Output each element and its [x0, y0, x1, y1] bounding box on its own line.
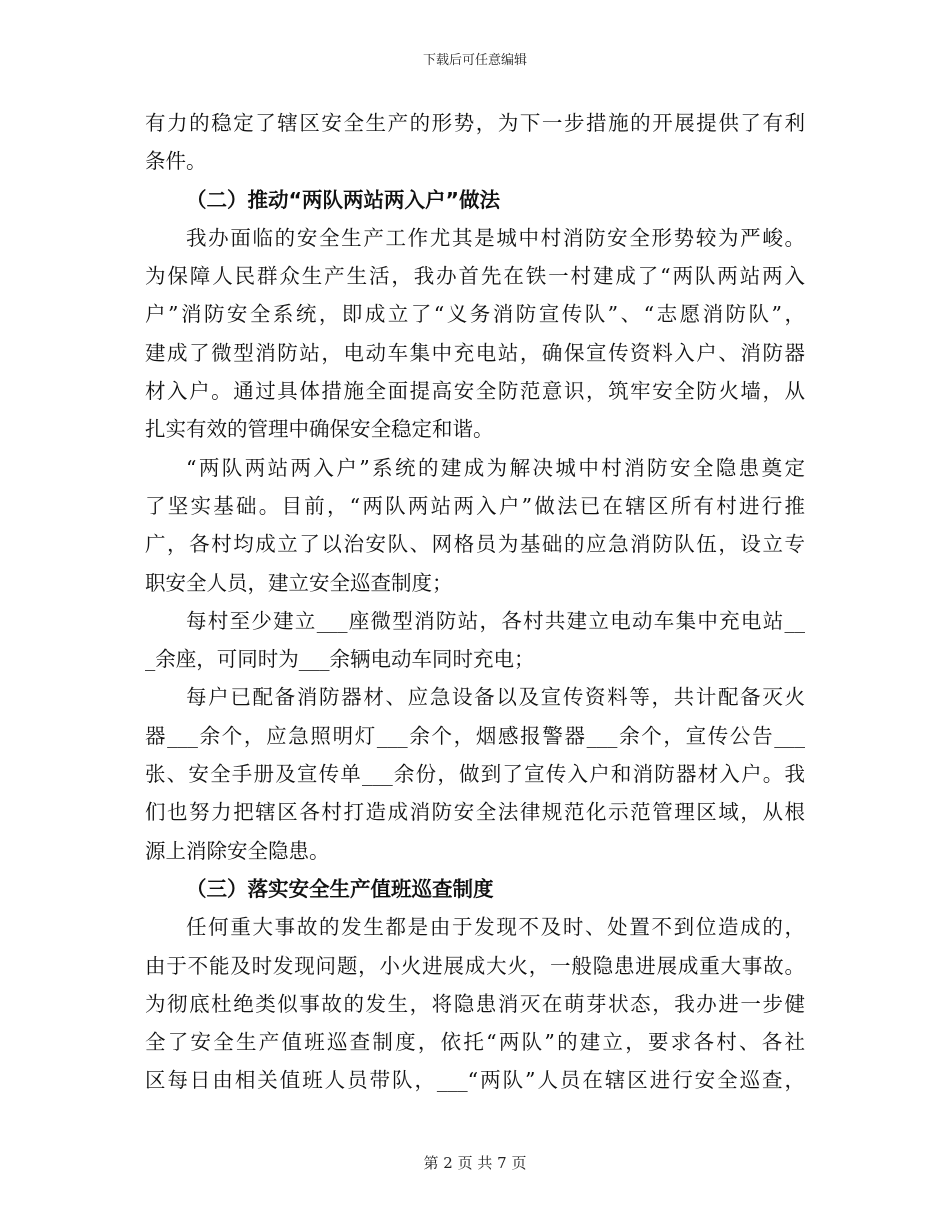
text-line: 户”消防安全系统，即成立了“义务消防宣传队”、“志愿消防队”，	[145, 302, 805, 327]
text-line: 有力的稳定了辖区安全生产的形势，为下一步措施的开展提供了有利	[145, 111, 805, 135]
text-line: 为彻底杜绝类似事故的发生，将隐患消灭在萌芽状态，我办进一步健	[145, 991, 805, 1016]
text-line: 扎实有效的管理中确保安全稳定和谐。	[145, 417, 494, 442]
text-line: 张、安全手册及宣传单___余份，做到了宣传入户和消防器材入户。我	[145, 762, 805, 787]
text-line: 为保障人民群众生产生活，我办首先在铁一村建成了“两队两站两入	[145, 264, 805, 289]
text-line: 了坚实基础。目前，“两队两站两入户”做法已在辖区所有村进行推	[145, 493, 805, 518]
text-line: “两队两站两入户”系统的建成为解决城中村消防安全隐患奠定	[186, 455, 805, 480]
section-heading: （三）落实安全生产值班巡查制度	[186, 876, 494, 901]
text-line: 职安全人员，建立安全巡查制度；	[145, 570, 453, 595]
text-line: 每村至少建立___座微型消防站，各村共建立电动车集中充电站__	[186, 608, 805, 633]
text-line: 建成了微型消防站，电动车集中充电站，确保宣传资料入户、消防器	[145, 340, 805, 365]
text-line: 全了安全生产值班巡查制度，依托“两队”的建立，要求各村、各社	[145, 1030, 805, 1055]
text-line: 我办面临的安全生产工作尤其是城中村消防安全形势较为严峻。	[186, 225, 805, 250]
text-line: 由于不能及时发现问题，小火进展成大火，一般隐患进展成重大事故。	[145, 953, 805, 978]
text-line: 源上消除安全隐患。	[145, 838, 330, 863]
text-line: 材入户。通过具体措施全面提高安全防范意识，筑牢安全防火墙，从	[145, 379, 805, 404]
document-body	[145, 104, 805, 1100]
text-line: _余座，可同时为___余辆电动车同时充电；	[145, 647, 535, 672]
text-line: 广，各村均成立了以治安队、网格员为基础的应急消防队伍，设立专	[145, 532, 805, 557]
text-line: 们也努力把辖区各村打造成消防安全法律规范化示范管理区域，从根	[145, 800, 805, 825]
page-header: 下载后可任意编辑	[422, 53, 527, 68]
text-line: 区每日由相关值班人员带队，___“两队”人员在辖区进行安全巡查，	[145, 1068, 805, 1093]
text-line: 每户已配备消防器材、应急设备以及宣传资料等，共计配备灭火	[186, 685, 805, 710]
text-line: 条件。	[145, 149, 207, 174]
text-line: 任何重大事故的发生都是由于发现不及时、处置不到位造成的，	[186, 915, 805, 940]
page-number-footer: 第 2 页 共 7 页	[423, 1154, 527, 1172]
text-line: 器___余个，应急照明灯___余个，烟感报警器___余个，宣传公告___	[145, 723, 805, 748]
section-heading: （二）推动“两队两站两入户”做法	[186, 187, 500, 212]
